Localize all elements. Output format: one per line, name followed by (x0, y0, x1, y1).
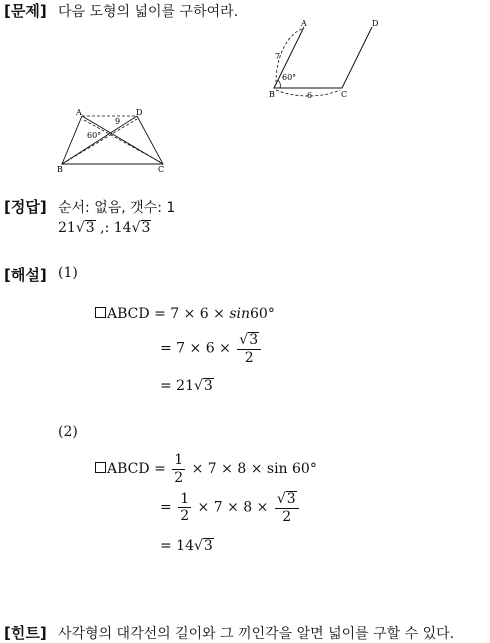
angle-arc (278, 80, 280, 88)
quadrilateral-outline (62, 116, 163, 164)
part2-line3: = 14√3 (160, 538, 213, 554)
hint-text: 사각형의 대각선의 길이와 그 끼인각을 알면 넓이를 구할 수 있다. (58, 626, 455, 642)
answer-value: 21√3 ,: 14√3 (58, 220, 151, 236)
angle-label: 60° (282, 73, 297, 82)
part1-line1: ABCD = 7 × 6 × sin60° (95, 306, 275, 322)
parallelogram-figure (266, 16, 386, 100)
vertex-b-label: B (269, 90, 275, 99)
part1-line3: = 21√3 (160, 378, 213, 394)
answer-meta: 순서: 없음, 갯수: 1 (58, 200, 176, 216)
part2-label: (2) (58, 424, 78, 440)
diagonal-bd (62, 116, 137, 164)
vertex-a-label: A (76, 108, 82, 117)
side-bc-label: 6 (307, 91, 313, 100)
part2-line1: ABCD = $\frac{1}{2}$ × 7 × 8 × sin 60° (95, 453, 317, 485)
side-ab-label: 7 (275, 52, 281, 61)
part1-line2: = 7 × 6 × $\frac{√3}{2}$ (160, 332, 263, 365)
part1-label: (1) (58, 265, 78, 281)
top-label: 9 (115, 117, 121, 126)
vertex-d-label: D (136, 108, 143, 117)
problem-text: 다음 도형의 넓이를 구하여라. (58, 4, 239, 20)
square-symbol-icon (95, 462, 106, 473)
angle-label: 60° (87, 131, 102, 140)
vertex-a-label: A (301, 19, 307, 28)
problem-tag: [문제] (4, 2, 47, 20)
hint-tag: [힌트] (4, 624, 47, 642)
solution-tag: [해설] (4, 266, 47, 284)
part2-line2: = $\frac{1}{2}$ × 7 × 8 × $\frac{√3}{2}$ (160, 491, 301, 524)
vertex-c-label: C (158, 165, 165, 174)
vertex-b-label: B (57, 165, 63, 174)
quadrilateral-figure (54, 104, 169, 176)
square-symbol-icon (95, 307, 106, 318)
vertex-d-label: D (372, 19, 379, 28)
answer-tag: [정답] (4, 198, 47, 216)
vertex-c-label: C (341, 90, 348, 99)
